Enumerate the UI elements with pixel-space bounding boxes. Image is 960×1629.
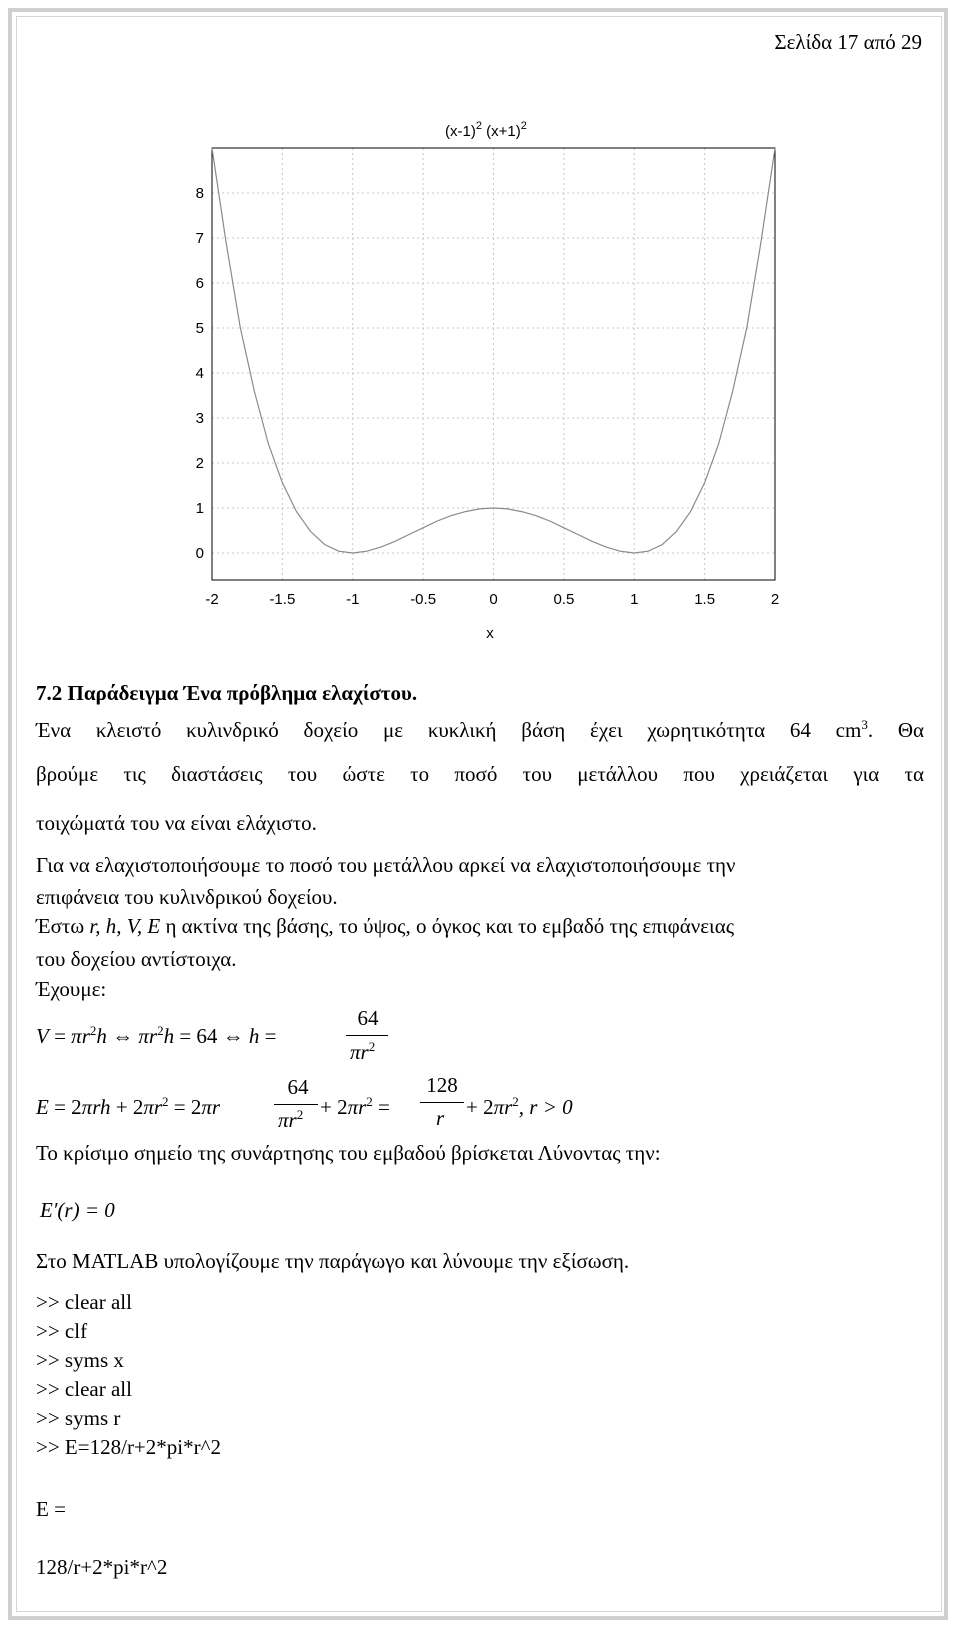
y-tick-label: 8 xyxy=(195,185,204,202)
chart-title: $(x-1)^2$ $(x+1)^2$ xyxy=(445,120,527,140)
paragraph-line: Για να ελαχιστοποιήσουμε το ποσό του μετάλλου αρκεί να ελαχιστοποιήσουμε την xyxy=(36,853,736,877)
y-tick-label: 2 xyxy=(195,455,204,472)
surface-equation-end: + $2\pi r^2$, r > 0 xyxy=(466,1094,573,1119)
code-line: >> clear all xyxy=(36,1290,132,1314)
paragraph-line: επιφάνεια του κυλινδρικού δοχείου. xyxy=(36,885,338,909)
x-tick-label: -1.5 xyxy=(269,591,296,608)
paragraph-line: του δοχείου αντίστοιχα. xyxy=(36,947,237,971)
y-tick-label: 4 xyxy=(195,365,204,382)
code-line: >> E=128/r+2*pi*r^2 xyxy=(36,1435,221,1459)
paragraph-line: Έστω r, h, V, E η ακτίνα της βάσης, το ύψος, ο όγκος και το εμβαδό της επιφάνειας xyxy=(36,914,735,938)
paragraph-line: τοιχώματά του να είναι ελάχιστο. xyxy=(36,811,317,835)
axis-ticks xyxy=(196,185,780,608)
paragraph-line: Ένα κλειστό κυλινδρικό δοχείο με κυκλική βάση έχει χωρητικότητα 64 $cm^3$. Θα xyxy=(36,717,924,742)
surface-equation: $E = 2\pi rh + 2\pi r^2 = 2\pi r$ xyxy=(36,1094,221,1119)
y-tick-label: 1 xyxy=(195,500,204,517)
x-tick-label: 0.5 xyxy=(553,591,575,608)
x-tick-label: 0 xyxy=(489,591,498,608)
page-number: Σελίδα 17 από 29 xyxy=(774,30,922,54)
volume-equation: $V = \pi r^2h$ ⇔ $\pi r^2h = 64$ ⇔ h = xyxy=(36,1023,277,1048)
paragraph-line: Έχουμε: xyxy=(36,977,107,1001)
fraction-bar xyxy=(274,1104,318,1105)
fraction-numerator: 64 xyxy=(357,1006,379,1030)
grid-lines xyxy=(212,148,775,580)
fraction-denominator: $\pi r^2$ xyxy=(350,1039,376,1064)
y-tick-label: 7 xyxy=(195,230,204,247)
y-tick-label: 6 xyxy=(195,275,204,292)
matlab-code xyxy=(36,1288,221,1462)
x-tick-label: 1 xyxy=(630,591,639,608)
paragraph-line: Το κρίσιμο σημείο της συνάρτησης του εμβαδού βρίσκεται Λύνοντας την: xyxy=(36,1141,661,1165)
code-line: >> clf xyxy=(36,1319,88,1343)
fraction-denominator: r xyxy=(436,1106,445,1130)
section-heading: 7.2 Παράδειγμα Ένα πρόβλημα ελαχίστου. xyxy=(36,681,418,705)
output-label: E = xyxy=(36,1497,66,1521)
code-line: >> clear all xyxy=(36,1377,132,1401)
y-tick-label: 3 xyxy=(195,410,204,427)
code-line: >> syms x xyxy=(36,1348,124,1372)
x-tick-label: -1 xyxy=(346,591,360,608)
function-plot xyxy=(0,0,960,660)
x-axis-label: x xyxy=(486,625,494,642)
output-value: 128/r+2*pi*r^2 xyxy=(36,1555,168,1579)
derivative-equation: E′(r) = 0 xyxy=(40,1198,115,1222)
fraction-numerator: 128 xyxy=(426,1073,458,1097)
x-tick-label: -2 xyxy=(205,591,219,608)
fraction-numerator: 64 xyxy=(287,1075,309,1099)
y-tick-label: 0 xyxy=(195,545,204,562)
x-tick-label: -0.5 xyxy=(410,591,437,608)
paragraph-line: Στο MATLAB υπολογίζουμε την παράγωγο και λύνουμε την εξίσωση. xyxy=(36,1249,630,1273)
paragraph-line: βρούμε τις διαστάσεις του ώστε το ποσό του μετάλλου που χρειάζεται για τα xyxy=(36,762,924,786)
x-tick-label: 2 xyxy=(770,591,780,608)
x-tick-label: 1.5 xyxy=(694,591,716,608)
y-tick-label: 5 xyxy=(195,320,204,337)
fraction-denominator: $\pi r^2$ xyxy=(278,1107,304,1132)
fraction-bar xyxy=(346,1035,388,1036)
surface-equation-mid: + $2\pi r^2$ = xyxy=(320,1094,390,1119)
code-line: >> syms r xyxy=(36,1406,121,1430)
fraction-bar xyxy=(420,1102,464,1103)
